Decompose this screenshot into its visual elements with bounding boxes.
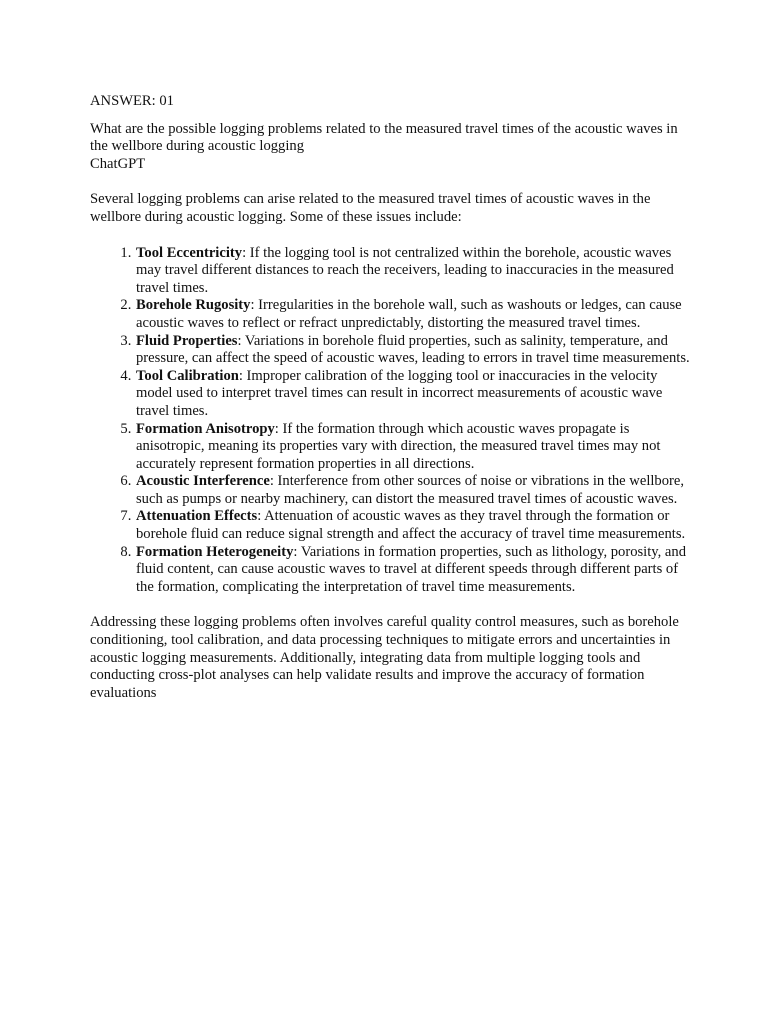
issues-list [90, 245, 690, 597]
issue-description: : If the formation through which acoustic waves propagate is anisotropic, meaning its properties vary with direction, the measured travel times may not accurately represent formation properties in all directions. [136, 420, 661, 472]
issue-description: : Improper calibration of the logging tool or inaccuracies in the velocity model used to interpret travel times can result in incorrect measurements of acoustic wave travel times. [136, 367, 663, 419]
answer-heading: ANSWER: 01 [90, 93, 174, 109]
issue-description: : Variations in borehole fluid properties, such as salinity, temperature, and pressure, can affect the speed of acoustic waves, leading to errors in travel time measurements. [136, 332, 690, 367]
issue-item-attenuation-effects [135, 508, 690, 543]
issue-item-borehole-rugosity [135, 297, 690, 332]
issue-term: Tool Calibration [136, 367, 239, 384]
issue-description: : Attenuation of acoustic waves as they travel through the formation or borehole fluid can reduce signal strength and affect the accuracy of travel time measurements. [136, 508, 686, 543]
issue-description: : Interference from other sources of noise or vibrations in the wellbore, such as pumps or nearby machinery, can distort the measured travel times of acoustic waves. [136, 473, 685, 507]
issue-description: : If the logging tool is not centralized within the borehole, acoustic waves may travel different distances to reach the receivers, leading to inaccuracies in the measured travel times. [136, 244, 674, 296]
issue-item-formation-heterogeneity [135, 544, 690, 597]
source-label: ChatGPT [90, 155, 146, 172]
issue-description: : Variations in formation properties, such as lithology, porosity, and fluid content, can cause acoustic waves to travel at different speeds through different parts of the formation, complicating the interpretation of travel time measurements. [136, 543, 686, 595]
issue-term: Acoustic Interference [136, 473, 270, 490]
issue-term: Tool Eccentricity [136, 244, 243, 261]
closing-paragraph: Addressing these logging problems often involves careful quality control measures, such as borehole conditioning, tool calibration, and data processing techniques to mitigate errors and uncertainties in acoustic logging measurements. Additionally, integrating data from multiple logging tools and conducting cross-plot analyses can help validate results and improve the accuracy of formation evaluations [90, 614, 679, 701]
issue-item-formation-anisotropy [135, 421, 690, 474]
issue-term: Formation Anisotropy [136, 420, 275, 437]
issue-term: Borehole Rugosity [136, 297, 251, 314]
issue-term: Attenuation Effects [136, 508, 258, 525]
issue-description: : Irregularities in the borehole wall, such as washouts or ledges, can cause acoustic waves to reflect or refract unpredictably, distorting the measured travel times. [136, 297, 682, 331]
issue-term: Fluid Properties [136, 332, 238, 349]
issue-item-tool-eccentricity [135, 245, 690, 298]
issue-item-acoustic-interference [135, 473, 690, 508]
issue-item-tool-calibration [135, 368, 690, 421]
intro-paragraph: Several logging problems can arise related to the measured travel times of acoustic waves in the wellbore during acoustic logging. Some of these issues include: [90, 191, 651, 225]
question-text: What are the possible logging problems related to the measured travel times of the acoustic waves in the wellbore during acoustic logging [90, 120, 678, 155]
issue-term: Formation Heterogeneity [136, 543, 294, 560]
issue-item-fluid-properties [135, 333, 690, 368]
document-page [90, 93, 690, 702]
